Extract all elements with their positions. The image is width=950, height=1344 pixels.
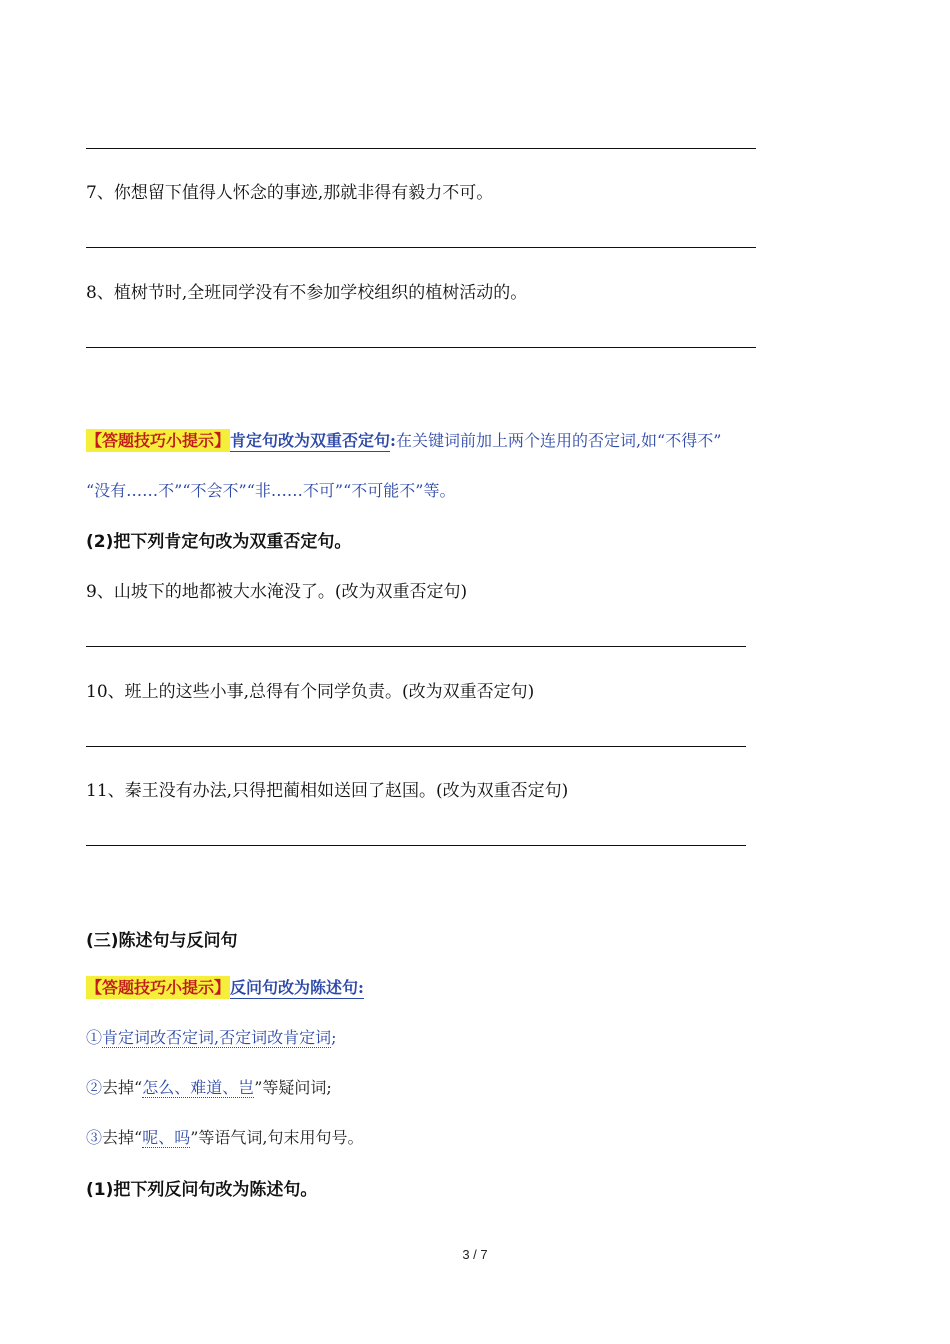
page-number: 3 / 7 [462, 1247, 488, 1262]
question-9: 9、山坡下的地都被大水淹没了。(改为双重否定句) [86, 582, 468, 602]
rule-number: ② [86, 1078, 103, 1097]
rule-prefix: 去掉“ [102, 1078, 143, 1097]
tip-rule-3 [86, 1125, 364, 1148]
question-8: 8、植树节时,全班同学没有不参加学校组织的植树活动的。 [86, 283, 528, 303]
rule-keywords: 呢、吗 [142, 1128, 191, 1147]
section-2-title: (2)把下列肯定句改为双重否定句。 [86, 532, 352, 552]
section-3-title: (三)陈述句与反问句 [86, 931, 238, 951]
tip-heading: 肯定句改为双重否定句 [230, 431, 391, 450]
question-10: 10、班上的这些小事,总得有个同学负责。(改为双重否定句) [86, 682, 535, 702]
tip-box-2 [86, 975, 364, 998]
question-7: 7、你想留下值得人怀念的事迹,那就非得有毅力不可。 [86, 183, 494, 203]
section-3-subtitle: (1)把下列反问句改为陈述句。 [86, 1180, 318, 1200]
tip-label: 【答题技巧小提示】 [86, 431, 231, 450]
tip-label: 【答题技巧小提示】 [86, 978, 231, 997]
rule-text: 肯定词改否定词,否定词改肯定词 [102, 1028, 332, 1047]
tip-colon: : [390, 431, 396, 450]
answer-line [86, 148, 756, 149]
answer-line [86, 845, 746, 846]
answer-line [86, 646, 746, 647]
answer-line [86, 347, 756, 348]
rule-number: ③ [86, 1128, 103, 1147]
tip-heading: 反问句改为陈述句: [230, 978, 364, 997]
answer-line [86, 746, 746, 747]
tip-text: 在关键词前加上两个连用的否定词,如“不得不” [395, 431, 722, 450]
rule-suffix: ”等疑问词; [254, 1078, 332, 1097]
rule-prefix: 去掉“ [102, 1128, 143, 1147]
rule-number: ① [86, 1028, 103, 1047]
rule-keywords: 怎么、难道、岂 [142, 1078, 255, 1097]
question-11: 11、秦王没有办法,只得把蔺相如送回了赵国。(改为双重否定句) [86, 781, 569, 801]
tip-rule-1 [86, 1025, 337, 1048]
rule-suffix: ”等语气词,句末用句号。 [190, 1128, 364, 1147]
tip-rule-2 [86, 1075, 332, 1098]
tip-text-continued: “没有……不”“不会不”“非……不可”“不可能不”等。 [86, 481, 456, 500]
answer-line [86, 247, 756, 248]
rule-end: ; [331, 1028, 337, 1047]
tip-box-1 [86, 428, 721, 451]
